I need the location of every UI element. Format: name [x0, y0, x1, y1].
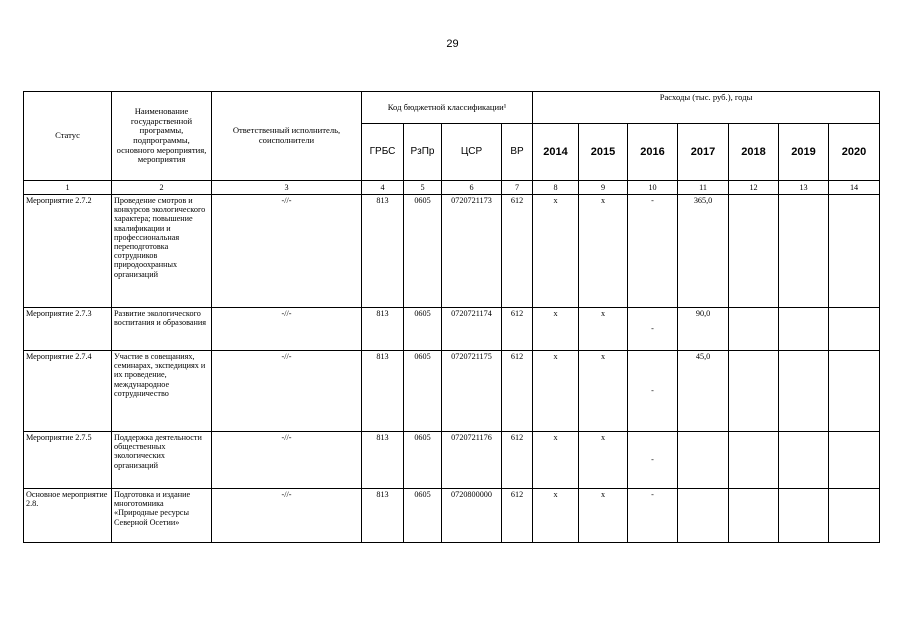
column-number: 13 [779, 181, 829, 195]
row-csr: 0720800000 [442, 489, 502, 543]
row-2019 [779, 308, 829, 351]
header-year-2016: 2016 [628, 124, 678, 181]
row-grbs: 813 [362, 351, 404, 432]
header-year-2015: 2015 [579, 124, 628, 181]
column-number: 2 [112, 181, 212, 195]
row-2017: 365,0 [678, 195, 729, 308]
column-number: 8 [533, 181, 579, 195]
row-2015: х [579, 489, 628, 543]
row-2014: х [533, 489, 579, 543]
page-number: 29 [446, 38, 459, 50]
table-row [24, 489, 880, 543]
header-grbs: ГРБС [362, 124, 404, 181]
header-vr: ВР [502, 124, 533, 181]
row-vr: 612 [502, 432, 533, 489]
row-status: Мероприятие 2.7.2 [24, 195, 112, 308]
column-number: 6 [442, 181, 502, 195]
row-2020 [829, 308, 880, 351]
column-number: 14 [829, 181, 880, 195]
row-grbs: 813 [362, 195, 404, 308]
header-name: Наименование государственной программы, подпрограммы, основного мероприятия, мероприятия [112, 92, 212, 181]
row-2015: х [579, 351, 628, 432]
row-2015: х [579, 195, 628, 308]
row-vr: 612 [502, 308, 533, 351]
row-name: Подготовка и издание многотомника «Природные ресурсы Северной Осетии» [112, 489, 212, 543]
row-rzpr: 0605 [404, 195, 442, 308]
row-csr: 0720721176 [442, 432, 502, 489]
row-2014: х [533, 432, 579, 489]
row-2019 [779, 489, 829, 543]
row-2019 [779, 195, 829, 308]
budget-table [23, 91, 880, 543]
row-csr: 0720721173 [442, 195, 502, 308]
row-vr: 612 [502, 351, 533, 432]
column-number: 9 [579, 181, 628, 195]
row-2018 [729, 308, 779, 351]
table-row [24, 432, 880, 489]
row-2019 [779, 351, 829, 432]
header-executor: Ответственный исполнитель, соисполнители [212, 92, 362, 181]
row-2017: 90,0 [678, 308, 729, 351]
row-2016: - [628, 432, 678, 489]
row-rzpr: 0605 [404, 308, 442, 351]
row-2015: х [579, 308, 628, 351]
header-year-2014: 2014 [533, 124, 579, 181]
row-status: Мероприятие 2.7.5 [24, 432, 112, 489]
row-2016: - [628, 308, 678, 351]
row-rzpr: 0605 [404, 432, 442, 489]
column-number: 12 [729, 181, 779, 195]
header-kbk-group: Код бюджетной классификации¹ [362, 92, 533, 124]
table-row [24, 351, 880, 432]
column-number: 10 [628, 181, 678, 195]
column-number: 1 [24, 181, 112, 195]
row-csr: 0720721174 [442, 308, 502, 351]
row-vr: 612 [502, 489, 533, 543]
row-2018 [729, 195, 779, 308]
row-grbs: 813 [362, 489, 404, 543]
row-2019 [779, 432, 829, 489]
row-2017 [678, 489, 729, 543]
header-year-2017: 2017 [678, 124, 729, 181]
column-number: 11 [678, 181, 729, 195]
row-2018 [729, 351, 779, 432]
header-rzpr: РзПр [404, 124, 442, 181]
row-2017 [678, 432, 729, 489]
row-executor: -//- [212, 308, 362, 351]
table-row [24, 308, 880, 351]
row-2020 [829, 432, 880, 489]
row-executor: -//- [212, 489, 362, 543]
row-status: Мероприятие 2.7.4 [24, 351, 112, 432]
row-2020 [829, 195, 880, 308]
row-2014: х [533, 308, 579, 351]
row-name: Развитие экологического воспитания и образования [112, 308, 212, 351]
row-2016: - [628, 489, 678, 543]
header-expenses-group: Расходы (тыс. руб.), годы [533, 92, 880, 124]
row-2014: х [533, 195, 579, 308]
column-number: 7 [502, 181, 533, 195]
row-grbs: 813 [362, 308, 404, 351]
row-status: Основное мероприятие 2.8. [24, 489, 112, 543]
row-2018 [729, 432, 779, 489]
column-number: 4 [362, 181, 404, 195]
row-executor: -//- [212, 432, 362, 489]
row-grbs: 813 [362, 432, 404, 489]
header-year-2020: 2020 [829, 124, 880, 181]
table-row [24, 195, 880, 308]
row-2014: х [533, 351, 579, 432]
row-2020 [829, 351, 880, 432]
row-2015: х [579, 432, 628, 489]
row-2018 [729, 489, 779, 543]
column-number-row [24, 181, 880, 195]
column-number: 5 [404, 181, 442, 195]
row-name: Поддержка деятельности общественных экологических организаций [112, 432, 212, 489]
column-number: 3 [212, 181, 362, 195]
row-csr: 0720721175 [442, 351, 502, 432]
header-status: Статус [24, 92, 112, 181]
header-year-2019: 2019 [779, 124, 829, 181]
row-2016: - [628, 351, 678, 432]
row-rzpr: 0605 [404, 489, 442, 543]
row-rzpr: 0605 [404, 351, 442, 432]
row-2020 [829, 489, 880, 543]
row-vr: 612 [502, 195, 533, 308]
header-year-2018: 2018 [729, 124, 779, 181]
row-executor: -//- [212, 351, 362, 432]
row-2017: 45,0 [678, 351, 729, 432]
row-status: Мероприятие 2.7.3 [24, 308, 112, 351]
row-name: Проведение смотров и конкурсов экологического характера; повышение квалификации и профессиональная переподготовка сотрудников природоохранных организаций [112, 195, 212, 308]
header-csr: ЦСР [442, 124, 502, 181]
row-executor: -//- [212, 195, 362, 308]
row-2016: - [628, 195, 678, 308]
row-name: Участие в совещаниях, семинарах, экспедициях и их проведение, международное сотрудничество [112, 351, 212, 432]
